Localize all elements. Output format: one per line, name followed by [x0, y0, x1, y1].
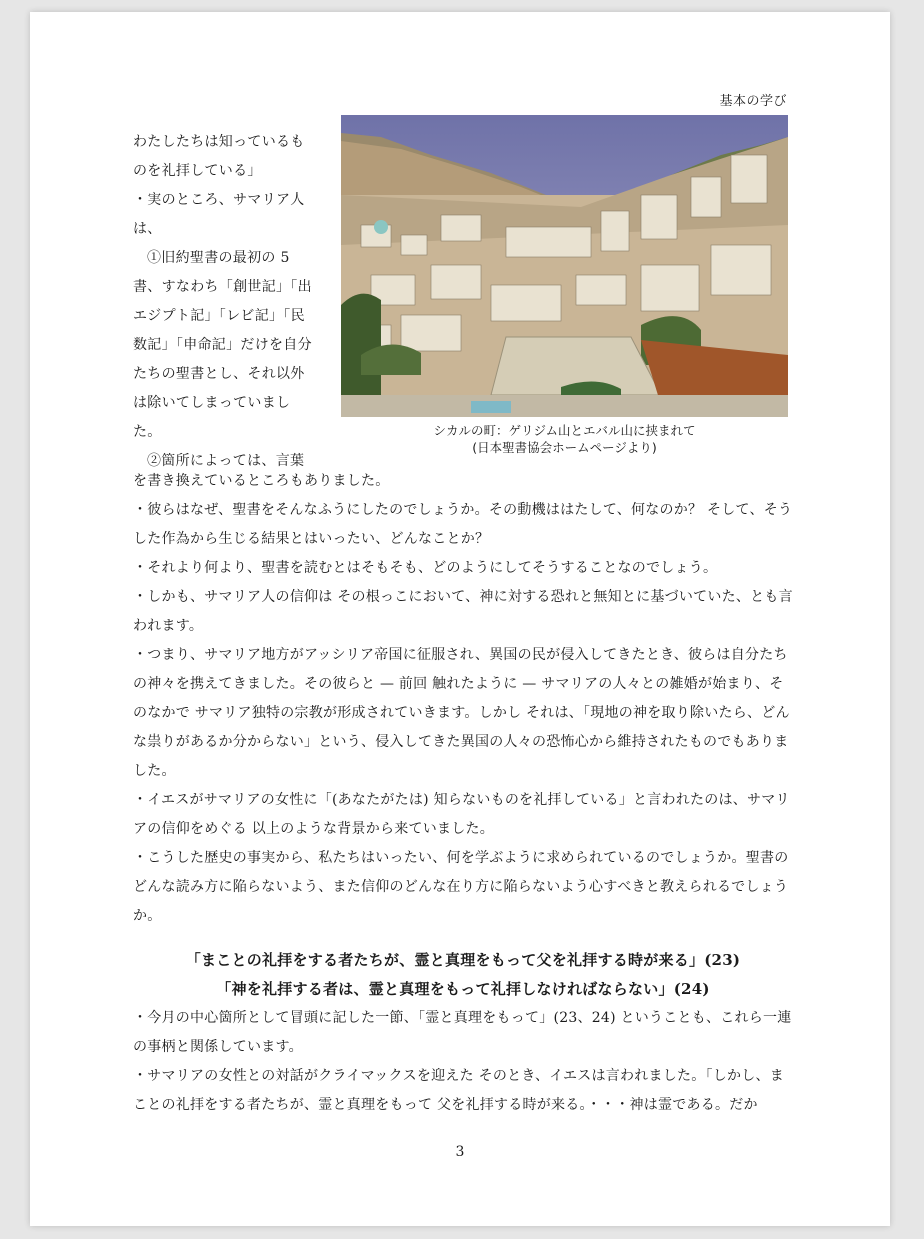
caption-line: (日本聖書協会ホームページより): [472, 440, 657, 455]
main-text: [133, 467, 793, 1120]
left-column-text: [133, 128, 313, 476]
section-heading: 「まことの礼拝をする者たちが、霊と真理をもって父を礼拝する時が来る」(23): [185, 951, 741, 969]
paragraph: わたしたちは知っているものを礼拝している」: [133, 134, 305, 179]
paragraph: ・サマリアの女性との対話がクライマックスを迎えた そのとき、イエスは言われました。「しかし、まことの礼拝をする者たちが、霊と真理をもって 父を礼拝する時が来る。・・・神は霊である。だか: [133, 1068, 784, 1113]
paragraph: ②箇所によっては、言葉: [147, 453, 305, 469]
photo-caption: [341, 422, 788, 456]
caption-line: シカルの町：ゲリジム山とエバル山に挟まれて: [433, 423, 696, 438]
town-photo-image: [341, 115, 788, 417]
paragraph: ・実のところ、サマリア人は、: [133, 192, 305, 237]
paragraph: ・しかも、サマリア人の信仰は その根っこにおいて、神に対する恐れと無知とに基づいていた、とも言われます。: [133, 589, 793, 634]
paragraph: ・それより何より、聖書を読むとはそもそも、どのようにしてそうすることなのでしょう。: [133, 560, 718, 576]
page-number: 3: [455, 1144, 465, 1160]
paragraph: ・こうした歴史の事実から、私たちはいったい、何を学ぶように求められているのでしょうか。聖書のどんな読み方に陥らないよう、また信仰のどんな在り方に陥らないよう心すべきと教えられるでしょうか。: [133, 850, 789, 924]
spacer: [133, 931, 793, 946]
paragraph: ・イエスがサマリアの女性に「(あなたがたは) 知らないものを礼拝している」と言われたのは、サマリアの信仰をめぐる 以上のような背景から来ていました。: [133, 792, 790, 837]
document-page: [30, 12, 890, 1226]
paragraph: ・今月の中心箇所として冒頭に記した一節、「霊と真理をもって」(23、24) ということも、これら一連の事柄と関係しています。: [133, 1010, 792, 1055]
paragraph: ①旧約聖書の最初の 5 書、すなわち「創世記」「出エジプト記」「レビ記」「民数記」「申命記」だけを自分たちの聖書とし、それ以外は除いてしまっていました。: [133, 250, 312, 440]
running-header: 基本の学び: [719, 94, 787, 109]
paragraph: を書き換えているところもありました。: [133, 473, 390, 489]
paragraph: ・つまり、サマリア地方がアッシリア帝国に征服され、異国の民が侵入してきたとき、彼らは自分たちの神々を携えてきました。その彼らと — 前回 触れたように — サマリアの人々との雑婚が始まり、そのなかで サマリア独特の宗教が形成されていきます。しかし それは、「現地の神を取り除いたら、どんな祟りがあるか分からない」という、侵入してきた異国の人々の恐怖心から維持されたものでもありました。: [133, 647, 790, 779]
paragraph: ・彼らはなぜ、聖書をそんなふうにしたのでしょうか。その動機ははたして、何なのか？ そして、そうした作為から生じる結果とはいったい、どんなことか？: [133, 502, 793, 547]
section-heading: 「神を礼拝する者は、霊と真理をもって礼拝しなければならない」(24): [216, 980, 710, 998]
town-photo: [341, 115, 788, 417]
